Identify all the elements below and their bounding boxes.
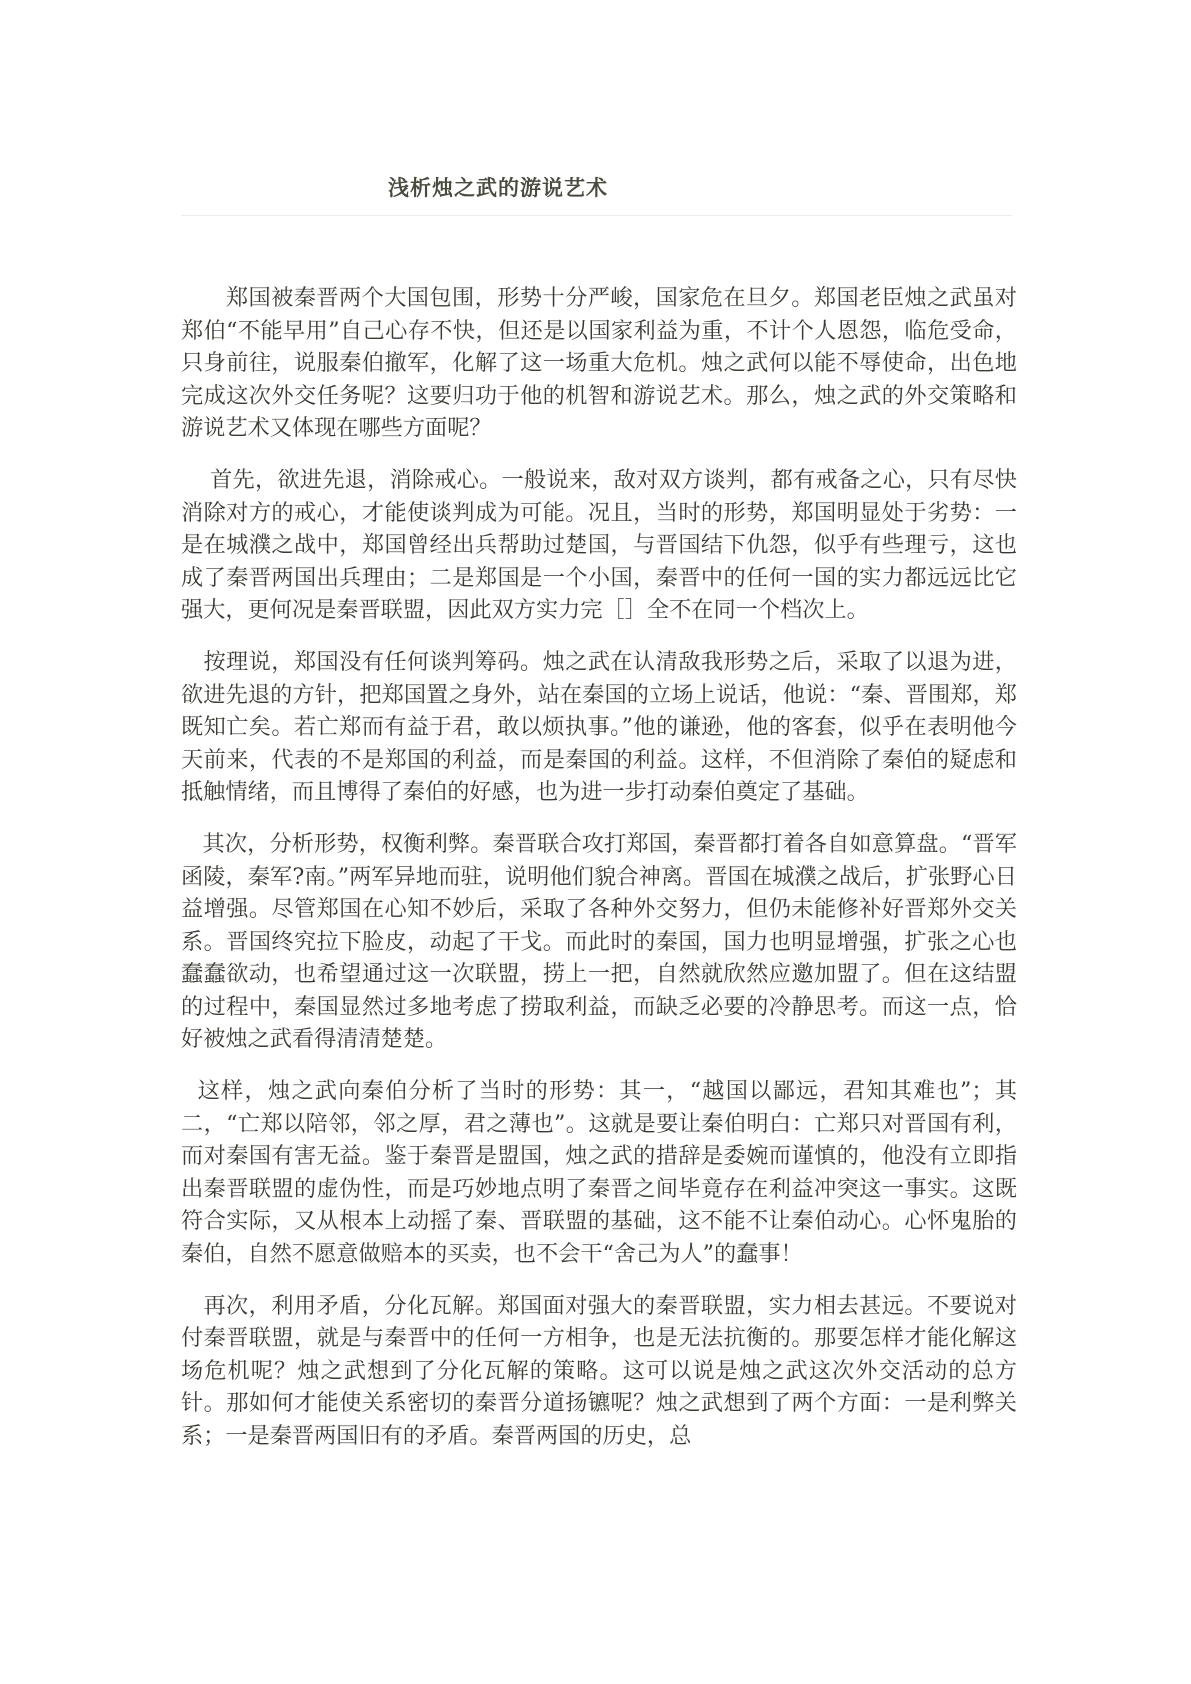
title-divider (181, 215, 1012, 216)
paragraph-second-point-detail: 这样，烛之武向秦伯分析了当时的形势：其一，“越国以鄙远，君知其难也”；其二，“亡郑以陪邻，邻之厚，君之薄也”。这就是要让秦伯明白：亡郑只对晋国有利，而对秦国有害无益。鉴于秦晋是盟国，烛之武的措辞是委婉而谨慎的，他没有立即指出秦晋联盟的虚伪性，而是巧妙地点明了秦晋之间毕竟存在利益冲突这一事实。这既符合实际，又从根本上动摇了秦、晋联盟的基础，这不能不让秦伯动心。心怀鬼胎的秦伯，自然不愿意做赔本的买卖，也不会干“舍己为人”的蠢事！ (181, 1078, 1018, 1268)
paragraph-second-point: 其次，分析形势，权衡利弊。秦晋联合攻打郑国，秦晋都打着各自如意算盘。“晋军函陵，秦军?南。”两军异地而驻，说明他们貌合神离。晋国在城濮之战后，扩张野心日益增强。尽管郑国在心知不妙后，采取了各种外交努力，但仍未能修补好晋郑外交关系。晋国终究拉下脸皮，动起了干戈。而此时的秦国，国力也明显增强，扩张之心也蠢蠢欲动，也希望通过这一次联盟，捞上一把，自然就欣然应邀加盟了。但在这结盟的过程中，秦国显然过多地考虑了捞取利益，而缺乏必要的冷静思考。而这一点，恰好被烛之武看得清清楚楚。 (181, 830, 1017, 1053)
paragraph-third-point: 再次，利用矛盾，分化瓦解。郑国面对强大的秦晋联盟，实力相去甚远。不要说对付秦晋联盟，就是与秦晋中的任何一方相争，也是无法抗衡的。那要怎样才能化解这场危机呢？烛之武想到了分化瓦解的策略。这可以说是烛之武这次外交活动的总方针。那如何才能使关系密切的秦晋分道扬镳呢？烛之武想到了两个方面：一是利弊关系；一是秦晋两国旧有的矛盾。秦晋两国的历史，总 (181, 1292, 1017, 1449)
paragraph-first-point-detail: 按理说，郑国没有任何谈判筹码。烛之武在认清敌我形势之后，采取了以退为进，欲进先退的方针，把郑国置之身外，站在秦国的立场上说话，他说：“秦、晋围郑，郑既知亡矣。若亡郑而有益于君，敢以烦执事。”他的谦逊，他的客套，似乎在表明他今天前来，代表的不是郑国的利益，而是秦国的利益。这样，不但消除了秦伯的疑虑和抵触情绪，而且博得了秦伯的好感，也为进一步打动秦伯奠定了基础。 (181, 648, 1017, 806)
paragraph-intro: 郑国被秦晋两个大国包围，形势十分严峻，国家危在旦夕。郑国老臣烛之武虽对郑伯“不能早用”自己心存不快，但还是以国家利益为重，不计个人恩怨，临危受命，只身前往，说服秦伯撤军，化解了这一场重大危机。烛之武何以能不辱使命，出色地完成这次外交任务呢？这要归功于他的机智和游说艺术。那么，烛之武的外交策略和游说艺术又体现在哪些方面呢？ (181, 285, 1017, 442)
document-body (181, 282, 1017, 1472)
paragraph-first-point: 首先，欲进先退，消除戒心。一般说来，敌对双方谈判，都有戒备之心，只有尽快消除对方的戒心，才能使谈判成为可能。况且，当时的形势，郑国明显处于劣势：一是在城濮之战中，郑国曾经出兵帮助过楚国，与晋国结下仇怨，似乎有些理亏，这也成了秦晋两国出兵理由；二是郑国是一个小国，秦晋中的任何一国的实力都远远比它强大，更何况是秦晋联盟，因此双方实力完［］全不在同一个档次上。 (181, 466, 1017, 624)
document-title: 浅析烛之武的游说艺术 (388, 175, 608, 200)
